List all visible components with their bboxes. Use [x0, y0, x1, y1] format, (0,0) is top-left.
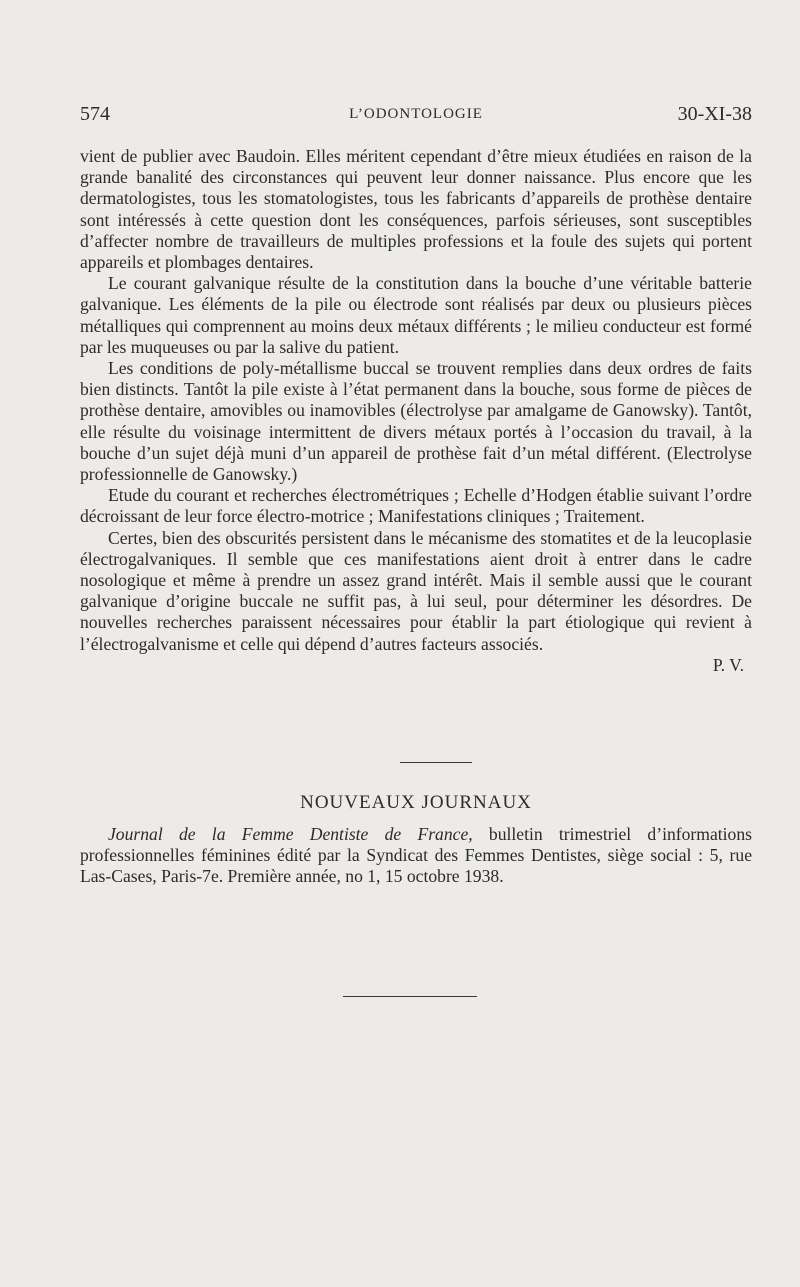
running-head — [80, 103, 752, 129]
author-signature: P. V. — [712, 654, 744, 675]
journal-name: Journal de la Femme Dentiste de France, — [108, 824, 473, 844]
journal-title: L’ODONTOLOGIE — [349, 106, 483, 122]
article-paragraph-4: Etude du courant et recherches électrométriques ; Echelle d’Hodgen établie suivant l’ordre décroissant de leur force électro-motrice ; Manifestations cliniques ; Traitement. — [80, 485, 752, 527]
journal-entry-paragraph — [80, 824, 752, 888]
article-body — [80, 146, 752, 676]
article-paragraph-2: Le courant galvanique résulte de la constitution dans la bouche d’une véritable batterie galvanique. Les éléments de la pile ou électrode sont réalisés par deux ou plusieurs pièces métalliques qui comprennent au moins deux métaux différents ; le milieu conducteur est formé par les muqueuses ou par la salive du patient. — [80, 273, 752, 357]
issue-date: 30-XI-38 — [677, 103, 752, 125]
end-divider — [343, 996, 477, 997]
article-paragraph-5: Certes, bien des obscurités persistent dans le mécanisme des stomatites et de la leucoplasie électrogalvaniques. Il semble que ces manifestations aient droit à entrer dans le cadre nosologique et même à prendre un assez grand intérêt. Mais il semble aussi que le courant galvanique d’origine buccale ne suffit pas, à lui seul, pour déterminer les désordres. De nouvelles recherches paraissent nécessaires pour établir la part étiologique qui revient à l’électrogalvanisme et celle qui dépend d’autres facteurs associés. — [80, 527, 752, 654]
section-divider — [400, 762, 472, 763]
page-number: 574 — [80, 103, 110, 125]
article-paragraph-3: Les conditions de poly-métallisme buccal se trouvent remplies dans deux ordres de faits bien distincts. Tantôt la pile existe à l’état permanent dans la bouche, sous forme de pièces de prothèse dentaire, amovibles ou inamovibles (électrolyse par amalgame de Ganowsky). Tantôt, elle résulte du voisinage intermittent de divers métaux portés à l’occasion du travail, à la bouche d’un sujet déjà muni d’un appareil de prothèse fait d’un métal différent. (Electrolyse professionnelle de Ganowsky.) — [80, 358, 752, 485]
journal-entry-text: bulletin trimestriel d’informations professionnelles féminines édité par la Syndicat des Femmes Dentistes, siège social : 5, rue Las-Cases, Paris-7e. Première année, no 1, 15 octobre 1938. — [80, 824, 752, 887]
journal-entry — [80, 824, 752, 888]
section-heading: NOUVEAUX JOURNAUX — [300, 792, 532, 813]
article-paragraph-1: vient de publier avec Baudoin. Elles méritent cependant d’être mieux étudiées en raison de la grande banalité des circonstances qui peuvent leur donner naissance. Plus encore que les dermatologistes, tous les stomatologistes, tous les fabricants d’appareils de prothèse dentaire sont intéressés à cette question dont les conséquences, parfois sérieuses, sont susceptibles d’affecter nombre de travailleurs de multiples professions et la foule des sujets qui portent appareils et plombages dentaires. — [80, 146, 752, 273]
